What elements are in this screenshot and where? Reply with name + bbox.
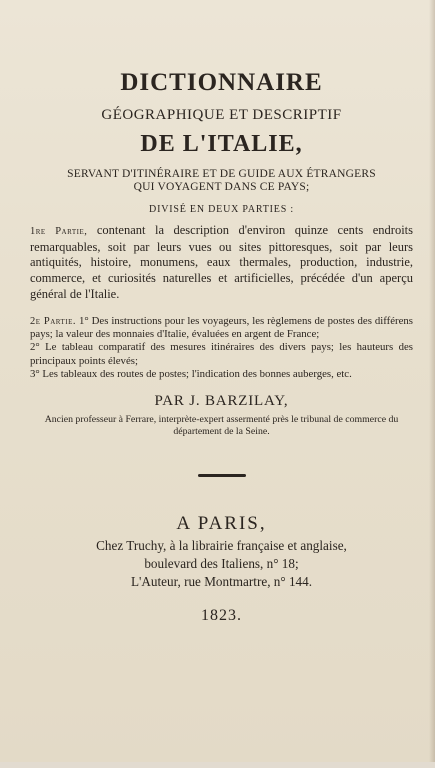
part-two-description (30, 315, 413, 382)
imprint-place: A PARIS, (176, 512, 267, 534)
part-two-item-1 (30, 315, 413, 342)
page-edge-shadow (429, 0, 435, 768)
part-two-item-3: 3° Les tableaux des routes de postes; l'indication des bonnes auberges, etc. (30, 368, 352, 381)
purpose-line-2: QUI VOYAGENT DANS CE PAYS; (133, 181, 310, 193)
part-one-description (30, 223, 413, 303)
purpose-line-1: SERVANT D'ITINÉRAIRE ET DE GUIDE AUX ÉTRANGERS (67, 168, 376, 180)
page-bottom-edge (0, 762, 435, 768)
imprint-year: 1823. (201, 606, 242, 624)
publisher-line-1: Chez Truchy, à la librairie française et anglaise, (96, 537, 347, 553)
publisher-line-3: L'Auteur, rue Montmartre, n° 144. (130, 573, 313, 589)
part-one-text: contenant la description d'environ quinze cents endroits remarquables, soit par leurs vues ou sites pittoresques, soit par leurs antiquités, histoire, monumens, eaux thermales, production, industrie, commerce, et curiosités naturelles et artificielles, précédée d'un aperçu général de l'Italie. (30, 223, 413, 301)
book-title: DICTIONNAIRE (120, 69, 323, 96)
publisher-line-2: boulevard des Italiens, n° 18; (144, 555, 299, 571)
author-line: PAR J. BARZILAY, (154, 392, 289, 409)
division-heading: DIVISÉ EN DEUX PARTIES : (149, 204, 294, 215)
ornamental-rule (30, 474, 413, 477)
part-two-item-1-text: 1° Des instructions pour les voyageurs, les règlemens de postes des différens pays; la valeur des monnaies d'Italie, évaluées en argent de France; (30, 314, 413, 340)
part-one-label: 1re Partie, (30, 226, 88, 237)
author-affiliation: Ancien professeur à Ferrare, interprète-expert assermenté près le tribunal de commerce du département de la Seine. (44, 413, 399, 437)
book-subject: DE L'ITALIE, (140, 131, 303, 157)
book-subtitle: GÉOGRAPHIQUE ET DESCRIPTIF (101, 107, 342, 123)
imprint-publisher (30, 537, 413, 591)
divider-rule (198, 474, 246, 477)
part-two-label: 2e Partie. (30, 315, 77, 327)
part-two-item-2: 2° Le tableau comparatif des mesures itinéraires des divers pays; les hauteurs des principaux points élevés; (30, 341, 413, 367)
purpose-statement (30, 168, 413, 194)
